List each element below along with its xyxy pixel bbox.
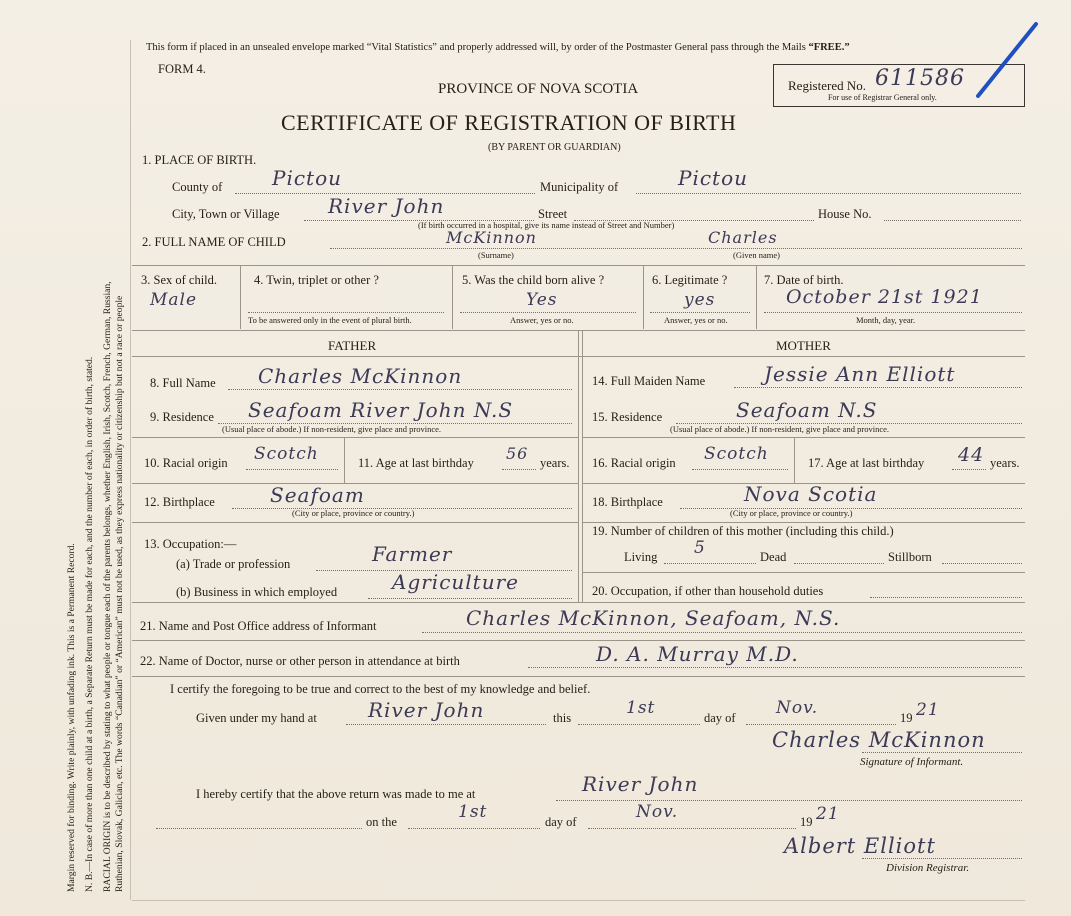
hospital-note: (If birth occurred in a hospital, give its name instead of Street and Number) — [418, 220, 675, 230]
registrar-year-prefix: 19 — [800, 815, 813, 829]
margin-note-binding: Margin reserved for binding. Write plainly, with unfading ink. This is a Permanent Record. — [66, 543, 77, 892]
mother-residence: Seafoam N.S — [736, 398, 878, 422]
living-value: 5 — [694, 538, 706, 558]
mother-heading: MOTHER — [776, 338, 831, 353]
business-label: (b) Business in which employed — [176, 585, 338, 599]
county-value: Pictou — [272, 166, 343, 190]
date-value: October 21st 1921 — [786, 286, 983, 308]
alive-value: Yes — [526, 290, 558, 310]
father-heading: FATHER — [328, 338, 377, 353]
dead-label: Dead — [760, 550, 787, 564]
informant-signature-label: Signature of Informant. — [860, 756, 964, 768]
form-number: FORM 4. — [158, 62, 206, 76]
registered-number: 611586 — [875, 66, 965, 91]
business-value: Agriculture — [392, 570, 519, 594]
mother-birthplace-note: (City or place, province or country.) — [730, 508, 853, 518]
registrar-year: 21 — [816, 804, 840, 824]
mother-age: 44 — [958, 444, 985, 466]
child-surname: McKinnon — [446, 228, 537, 247]
registrar-month: Nov. — [636, 802, 679, 822]
registrar-day-of-label: day of — [545, 815, 577, 829]
certify-day: 1st — [626, 698, 656, 718]
informant-value: Charles McKinnon, Seafoam, N.S. — [466, 606, 841, 630]
children-count-label: 19. Number of children of this mother (including this child.) — [592, 524, 894, 538]
registrar-place: River John — [582, 772, 699, 796]
margin-note-nb: N. B.—In case of more than one child at a birth, a Separate Return must be made for each, and the number of each, in order of birth, stated. — [84, 356, 95, 892]
father-birthplace-note: (City or place, province or country.) — [292, 508, 415, 518]
mother-age-suffix: years. — [990, 456, 1020, 470]
place-of-birth-label: 1. PLACE OF BIRTH. — [142, 153, 257, 167]
date-note: Month, day, year. — [856, 315, 916, 325]
father-race-label: 10. Racial origin — [144, 456, 228, 470]
stillborn-label: Stillborn — [888, 550, 932, 564]
father-residence-note: (Usual place of abode.) If non-resident, give place and province. — [222, 424, 442, 434]
mother-birthplace-label: 18. Birthplace — [592, 495, 663, 509]
mother-birthplace: Nova Scotia — [744, 482, 878, 506]
trade-value: Farmer — [372, 542, 453, 566]
registrar-on-label: on the — [366, 815, 397, 829]
father-residence: Seafoam River John N.S — [248, 398, 514, 422]
city-value: River John — [328, 194, 445, 218]
mother-occupation-label: 20. Occupation, if other than household duties — [592, 584, 824, 598]
alive-note: Answer, yes or no. — [510, 315, 574, 325]
mother-race-label: 16. Racial origin — [592, 456, 676, 470]
registered-label: Registered No. — [788, 78, 866, 93]
certify-month: Nov. — [776, 698, 819, 718]
top-notice: This form if placed in an unsealed envelope marked “Vital Statistics” and properly addressed will, by order of the Postmaster General pass through the Mails “FREE.” — [146, 42, 850, 53]
father-age-label: 11. Age at last birthday — [358, 456, 474, 470]
certify-this-label: this — [553, 711, 572, 725]
legit-label: 6. Legitimate ? — [652, 273, 728, 287]
father-race: Scotch — [254, 444, 319, 464]
doctor-label: 22. Name of Doctor, nurse or other person in attendance at birth — [140, 654, 460, 668]
sex-label: 3. Sex of child. — [141, 273, 218, 287]
child-given: Charles — [708, 228, 778, 247]
twin-note: To be answered only in the event of plural birth. — [248, 315, 412, 325]
county-label: County of — [172, 180, 223, 194]
father-name-label: 8. Full Name — [150, 376, 216, 390]
mother-name-label: 14. Full Maiden Name — [592, 374, 706, 388]
registered-note: For use of Registrar General only. — [828, 93, 937, 102]
margin-divider — [130, 40, 131, 900]
mother-age-label: 17. Age at last birthday — [808, 456, 925, 470]
date-label: 7. Date of birth. — [764, 273, 844, 287]
alive-label: 5. Was the child born alive ? — [462, 273, 605, 287]
certify-year-prefix: 19 — [900, 711, 913, 725]
father-birthplace-label: 12. Birthplace — [144, 495, 215, 509]
father-occupation-label: 13. Occupation:— — [144, 537, 237, 551]
municipality-value: Pictou — [678, 166, 749, 190]
certify-text: I certify the foregoing to be true and correct to the best of my knowledge and belief. — [170, 682, 591, 696]
child-name-label: 2. FULL NAME OF CHILD — [142, 235, 286, 249]
certify-year: 21 — [916, 700, 940, 720]
registrar-text: I hereby certify that the above return was made to me at — [196, 787, 476, 801]
mother-name: Jessie Ann Elliott — [764, 362, 956, 386]
registrar-signature: Albert Elliott — [784, 834, 936, 858]
city-label: City, Town or Village — [172, 207, 280, 221]
province-heading: PROVINCE OF NOVA SCOTIA — [438, 81, 639, 97]
registrar-signature-label: Division Registrar. — [886, 862, 970, 874]
informant-signature: Charles McKinnon — [772, 728, 986, 752]
surname-note: (Surname) — [478, 250, 514, 260]
mother-residence-label: 15. Residence — [592, 410, 663, 424]
street-label: Street — [538, 207, 568, 221]
mother-residence-note: (Usual place of abode.) If non-resident, give place and province. — [670, 424, 890, 434]
twin-label: 4. Twin, triplet or other ? — [254, 273, 379, 287]
given-label: Given under my hand at — [196, 711, 317, 725]
registrar-day: 1st — [458, 802, 488, 822]
certify-place: River John — [368, 698, 485, 722]
father-age: 56 — [506, 444, 529, 463]
trade-label: (a) Trade or profession — [176, 557, 291, 571]
municipality-label: Municipality of — [540, 180, 619, 194]
father-birthplace: Seafoam — [270, 483, 365, 507]
sex-value: Male — [150, 290, 198, 310]
legit-note: Answer, yes or no. — [664, 315, 728, 325]
mother-race: Scotch — [704, 444, 769, 464]
informant-label: 21. Name and Post Office address of Informant — [140, 619, 377, 633]
house-label: House No. — [818, 207, 872, 221]
margin-note-racial-cont: Ruthenian, Slovak, Galician, etc. The words “Canadian” or “American” must not be used, as they express nationality or citizenship but not a race or people — [114, 295, 125, 892]
check-mark-icon — [970, 20, 1040, 100]
page-title: CERTIFICATE OF REGISTRATION OF BIRTH — [281, 110, 737, 135]
page-subtitle: (BY PARENT OR GUARDIAN) — [488, 142, 621, 153]
certify-day-of-label: day of — [704, 711, 736, 725]
father-name: Charles McKinnon — [258, 364, 463, 388]
margin-note-racial: RACIAL ORIGIN is to be described by stating to what people or tongue each of the parents belongs, whether English, Irish, Scotch, French, German, Russian, — [102, 281, 113, 892]
father-age-suffix: years. — [540, 456, 570, 470]
living-label: Living — [624, 550, 658, 564]
father-residence-label: 9. Residence — [150, 410, 214, 424]
doctor-value: D. A. Murray M.D. — [596, 642, 799, 666]
legit-value: yes — [684, 290, 716, 310]
given-note: (Given name) — [733, 250, 780, 260]
